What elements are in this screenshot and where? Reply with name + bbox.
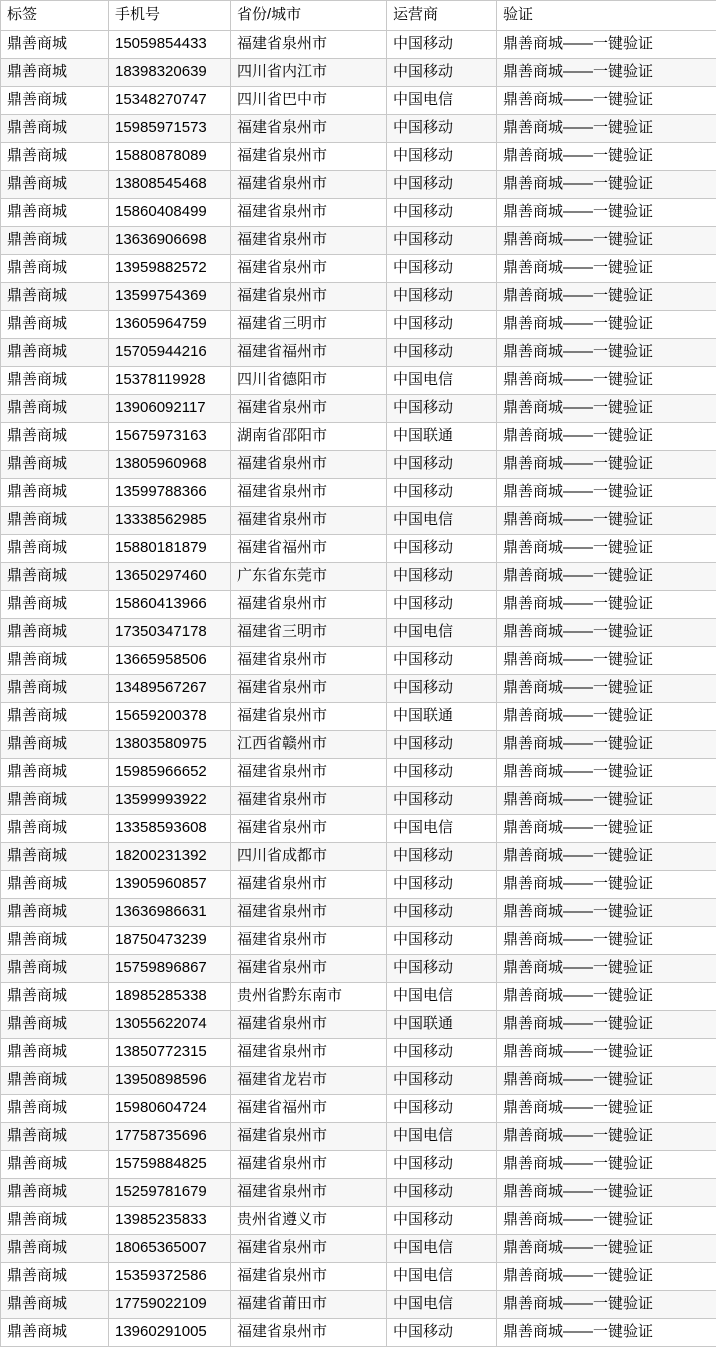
- cell-carrier: 中国电信: [387, 1263, 497, 1291]
- cell-phone: 13489567267: [109, 675, 231, 703]
- cell-label: 鼎善商城: [1, 647, 109, 675]
- cell-verify: 鼎善商城——一键验证: [497, 479, 716, 507]
- cell-phone: 13905960857: [109, 871, 231, 899]
- cell-phone: 13808545468: [109, 171, 231, 199]
- table-row: [1, 1179, 716, 1207]
- table-row: [1, 647, 716, 675]
- cell-verify: 鼎善商城——一键验证: [497, 395, 716, 423]
- cell-carrier: 中国移动: [387, 339, 497, 367]
- cell-region: 福建省莆田市: [231, 1291, 387, 1319]
- cell-verify: 鼎善商城——一键验证: [497, 591, 716, 619]
- table-row: [1, 31, 716, 59]
- cell-phone: 18200231392: [109, 843, 231, 871]
- cell-carrier: 中国移动: [387, 1095, 497, 1123]
- table-row: [1, 1011, 716, 1039]
- column-header-phone: 手机号: [109, 1, 231, 31]
- cell-label: 鼎善商城: [1, 199, 109, 227]
- cell-phone: 13358593608: [109, 815, 231, 843]
- cell-region: 四川省成都市: [231, 843, 387, 871]
- cell-phone: 18398320639: [109, 59, 231, 87]
- cell-label: 鼎善商城: [1, 87, 109, 115]
- table-row: [1, 759, 716, 787]
- cell-verify: 鼎善商城——一键验证: [497, 815, 716, 843]
- cell-verify: 鼎善商城——一键验证: [497, 675, 716, 703]
- cell-region: 福建省泉州市: [231, 227, 387, 255]
- cell-verify: 鼎善商城——一键验证: [497, 255, 716, 283]
- cell-region: 福建省泉州市: [231, 591, 387, 619]
- cell-region: 福建省泉州市: [231, 815, 387, 843]
- table-row: [1, 1095, 716, 1123]
- cell-verify: 鼎善商城——一键验证: [497, 227, 716, 255]
- cell-verify: 鼎善商城——一键验证: [497, 1319, 716, 1347]
- cell-carrier: 中国联通: [387, 703, 497, 731]
- cell-phone: 18065365007: [109, 1235, 231, 1263]
- table-row: [1, 451, 716, 479]
- cell-verify: 鼎善商城——一键验证: [497, 507, 716, 535]
- cell-phone: 15985971573: [109, 115, 231, 143]
- cell-label: 鼎善商城: [1, 843, 109, 871]
- cell-label: 鼎善商城: [1, 1207, 109, 1235]
- cell-carrier: 中国电信: [387, 507, 497, 535]
- table-row: [1, 1319, 716, 1347]
- cell-label: 鼎善商城: [1, 1095, 109, 1123]
- cell-label: 鼎善商城: [1, 787, 109, 815]
- cell-verify: 鼎善商城——一键验证: [497, 1123, 716, 1151]
- cell-carrier: 中国移动: [387, 255, 497, 283]
- cell-verify: 鼎善商城——一键验证: [497, 339, 716, 367]
- cell-carrier: 中国移动: [387, 171, 497, 199]
- cell-carrier: 中国移动: [387, 871, 497, 899]
- cell-verify: 鼎善商城——一键验证: [497, 1179, 716, 1207]
- cell-region: 福建省泉州市: [231, 787, 387, 815]
- cell-phone: 13960291005: [109, 1319, 231, 1347]
- table-row: [1, 87, 716, 115]
- cell-carrier: 中国移动: [387, 955, 497, 983]
- cell-region: 福建省福州市: [231, 535, 387, 563]
- cell-label: 鼎善商城: [1, 731, 109, 759]
- cell-carrier: 中国移动: [387, 731, 497, 759]
- cell-label: 鼎善商城: [1, 983, 109, 1011]
- cell-region: 福建省泉州市: [231, 1235, 387, 1263]
- table-row: [1, 983, 716, 1011]
- cell-region: 福建省泉州市: [231, 647, 387, 675]
- cell-verify: 鼎善商城——一键验证: [497, 31, 716, 59]
- cell-phone: 15059854433: [109, 31, 231, 59]
- cell-label: 鼎善商城: [1, 423, 109, 451]
- cell-phone: 17350347178: [109, 619, 231, 647]
- cell-carrier: 中国移动: [387, 591, 497, 619]
- cell-phone: 15880181879: [109, 535, 231, 563]
- cell-label: 鼎善商城: [1, 619, 109, 647]
- cell-region: 福建省泉州市: [231, 199, 387, 227]
- cell-region: 福建省泉州市: [231, 479, 387, 507]
- cell-carrier: 中国电信: [387, 1235, 497, 1263]
- cell-verify: 鼎善商城——一键验证: [497, 1291, 716, 1319]
- cell-verify: 鼎善商城——一键验证: [497, 115, 716, 143]
- cell-verify: 鼎善商城——一键验证: [497, 87, 716, 115]
- cell-phone: 15359372586: [109, 1263, 231, 1291]
- cell-verify: 鼎善商城——一键验证: [497, 143, 716, 171]
- cell-verify: 鼎善商城——一键验证: [497, 843, 716, 871]
- cell-region: 福建省泉州市: [231, 1123, 387, 1151]
- cell-carrier: 中国移动: [387, 451, 497, 479]
- cell-verify: 鼎善商城——一键验证: [497, 871, 716, 899]
- cell-verify: 鼎善商城——一键验证: [497, 1039, 716, 1067]
- cell-verify: 鼎善商城——一键验证: [497, 311, 716, 339]
- cell-verify: 鼎善商城——一键验证: [497, 283, 716, 311]
- table-body: [1, 31, 716, 1347]
- cell-phone: 15705944216: [109, 339, 231, 367]
- cell-region: 湖南省邵阳市: [231, 423, 387, 451]
- table-row: [1, 199, 716, 227]
- table-row: [1, 367, 716, 395]
- cell-verify: 鼎善商城——一键验证: [497, 955, 716, 983]
- table-row: [1, 1123, 716, 1151]
- cell-carrier: 中国电信: [387, 1123, 497, 1151]
- table-row: [1, 255, 716, 283]
- cell-region: 福建省泉州市: [231, 1263, 387, 1291]
- cell-label: 鼎善商城: [1, 227, 109, 255]
- cell-carrier: 中国联通: [387, 1011, 497, 1039]
- cell-phone: 17758735696: [109, 1123, 231, 1151]
- cell-label: 鼎善商城: [1, 1011, 109, 1039]
- table-row: [1, 1291, 716, 1319]
- cell-region: 福建省三明市: [231, 311, 387, 339]
- cell-phone: 13959882572: [109, 255, 231, 283]
- cell-region: 四川省巴中市: [231, 87, 387, 115]
- cell-label: 鼎善商城: [1, 339, 109, 367]
- cell-carrier: 中国移动: [387, 395, 497, 423]
- cell-label: 鼎善商城: [1, 1123, 109, 1151]
- table-row: [1, 283, 716, 311]
- cell-carrier: 中国移动: [387, 227, 497, 255]
- cell-carrier: 中国移动: [387, 479, 497, 507]
- table-row: [1, 563, 716, 591]
- cell-label: 鼎善商城: [1, 1179, 109, 1207]
- cell-region: 福建省三明市: [231, 619, 387, 647]
- cell-label: 鼎善商城: [1, 507, 109, 535]
- cell-carrier: 中国电信: [387, 87, 497, 115]
- column-header-carrier: 运营商: [387, 1, 497, 31]
- table-row: [1, 227, 716, 255]
- table-row: [1, 927, 716, 955]
- cell-region: 江西省赣州市: [231, 731, 387, 759]
- cell-verify: 鼎善商城——一键验证: [497, 1207, 716, 1235]
- cell-region: 福建省泉州市: [231, 955, 387, 983]
- cell-phone: 15259781679: [109, 1179, 231, 1207]
- cell-verify: 鼎善商城——一键验证: [497, 367, 716, 395]
- cell-verify: 鼎善商城——一键验证: [497, 647, 716, 675]
- cell-carrier: 中国移动: [387, 59, 497, 87]
- table-row: [1, 479, 716, 507]
- cell-region: 福建省泉州市: [231, 395, 387, 423]
- header-row: [1, 1, 716, 31]
- cell-phone: 17759022109: [109, 1291, 231, 1319]
- cell-phone: 13650297460: [109, 563, 231, 591]
- cell-phone: 13985235833: [109, 1207, 231, 1235]
- cell-phone: 13665958506: [109, 647, 231, 675]
- cell-carrier: 中国联通: [387, 423, 497, 451]
- cell-region: 福建省泉州市: [231, 507, 387, 535]
- cell-carrier: 中国移动: [387, 31, 497, 59]
- cell-carrier: 中国移动: [387, 843, 497, 871]
- cell-region: 福建省泉州市: [231, 675, 387, 703]
- column-header-region: 省份/城市: [231, 1, 387, 31]
- cell-phone: 18750473239: [109, 927, 231, 955]
- cell-region: 福建省泉州市: [231, 171, 387, 199]
- table-row: [1, 815, 716, 843]
- cell-label: 鼎善商城: [1, 31, 109, 59]
- cell-label: 鼎善商城: [1, 871, 109, 899]
- cell-phone: 13906092117: [109, 395, 231, 423]
- cell-label: 鼎善商城: [1, 675, 109, 703]
- cell-label: 鼎善商城: [1, 283, 109, 311]
- cell-verify: 鼎善商城——一键验证: [497, 759, 716, 787]
- cell-verify: 鼎善商城——一键验证: [497, 1095, 716, 1123]
- table-row: [1, 507, 716, 535]
- cell-label: 鼎善商城: [1, 171, 109, 199]
- cell-phone: 13055622074: [109, 1011, 231, 1039]
- cell-carrier: 中国移动: [387, 675, 497, 703]
- cell-phone: 13599993922: [109, 787, 231, 815]
- cell-carrier: 中国移动: [387, 787, 497, 815]
- table-header: [1, 1, 716, 31]
- table-row: [1, 339, 716, 367]
- cell-verify: 鼎善商城——一键验证: [497, 423, 716, 451]
- cell-carrier: 中国移动: [387, 899, 497, 927]
- cell-carrier: 中国电信: [387, 367, 497, 395]
- cell-region: 福建省泉州市: [231, 703, 387, 731]
- cell-label: 鼎善商城: [1, 563, 109, 591]
- cell-phone: 13338562985: [109, 507, 231, 535]
- cell-verify: 鼎善商城——一键验证: [497, 1235, 716, 1263]
- cell-region: 福建省泉州市: [231, 115, 387, 143]
- cell-carrier: 中国移动: [387, 535, 497, 563]
- table-row: [1, 311, 716, 339]
- table-row: [1, 115, 716, 143]
- cell-phone: 15985966652: [109, 759, 231, 787]
- cell-phone: 13636986631: [109, 899, 231, 927]
- cell-carrier: 中国移动: [387, 199, 497, 227]
- cell-carrier: 中国移动: [387, 563, 497, 591]
- table-row: [1, 535, 716, 563]
- cell-label: 鼎善商城: [1, 367, 109, 395]
- cell-phone: 15880878089: [109, 143, 231, 171]
- cell-region: 贵州省遵义市: [231, 1207, 387, 1235]
- table-row: [1, 59, 716, 87]
- cell-verify: 鼎善商城——一键验证: [497, 1263, 716, 1291]
- cell-phone: 15980604724: [109, 1095, 231, 1123]
- cell-region: 福建省泉州市: [231, 31, 387, 59]
- cell-verify: 鼎善商城——一键验证: [497, 787, 716, 815]
- cell-phone: 18985285338: [109, 983, 231, 1011]
- cell-region: 福建省泉州市: [231, 759, 387, 787]
- cell-region: 福建省泉州市: [231, 255, 387, 283]
- cell-label: 鼎善商城: [1, 927, 109, 955]
- table-row: [1, 843, 716, 871]
- table-row: [1, 395, 716, 423]
- table-row: [1, 871, 716, 899]
- cell-verify: 鼎善商城——一键验证: [497, 171, 716, 199]
- cell-label: 鼎善商城: [1, 591, 109, 619]
- cell-label: 鼎善商城: [1, 59, 109, 87]
- table-row: [1, 899, 716, 927]
- table-row: [1, 1235, 716, 1263]
- cell-label: 鼎善商城: [1, 1151, 109, 1179]
- cell-region: 福建省泉州市: [231, 1319, 387, 1347]
- cell-verify: 鼎善商城——一键验证: [497, 199, 716, 227]
- cell-carrier: 中国移动: [387, 1179, 497, 1207]
- cell-label: 鼎善商城: [1, 479, 109, 507]
- cell-phone: 13850772315: [109, 1039, 231, 1067]
- cell-label: 鼎善商城: [1, 1263, 109, 1291]
- cell-label: 鼎善商城: [1, 1291, 109, 1319]
- cell-carrier: 中国移动: [387, 283, 497, 311]
- cell-label: 鼎善商城: [1, 255, 109, 283]
- cell-region: 福建省泉州市: [231, 1039, 387, 1067]
- cell-label: 鼎善商城: [1, 535, 109, 563]
- cell-label: 鼎善商城: [1, 1067, 109, 1095]
- cell-phone: 15348270747: [109, 87, 231, 115]
- cell-region: 福建省泉州市: [231, 1011, 387, 1039]
- cell-region: 福建省福州市: [231, 339, 387, 367]
- cell-carrier: 中国移动: [387, 927, 497, 955]
- table-row: [1, 1151, 716, 1179]
- table-row: [1, 1207, 716, 1235]
- cell-label: 鼎善商城: [1, 703, 109, 731]
- cell-carrier: 中国电信: [387, 1291, 497, 1319]
- table-row: [1, 1039, 716, 1067]
- cell-label: 鼎善商城: [1, 311, 109, 339]
- cell-region: 福建省泉州市: [231, 451, 387, 479]
- cell-verify: 鼎善商城——一键验证: [497, 731, 716, 759]
- table-row: [1, 423, 716, 451]
- cell-region: 福建省泉州市: [231, 1151, 387, 1179]
- cell-phone: 13599788366: [109, 479, 231, 507]
- cell-carrier: 中国移动: [387, 1207, 497, 1235]
- cell-phone: 15759896867: [109, 955, 231, 983]
- cell-label: 鼎善商城: [1, 143, 109, 171]
- cell-phone: 13599754369: [109, 283, 231, 311]
- table-row: [1, 143, 716, 171]
- cell-label: 鼎善商城: [1, 955, 109, 983]
- cell-phone: 13605964759: [109, 311, 231, 339]
- cell-phone: 15860408499: [109, 199, 231, 227]
- cell-carrier: 中国电信: [387, 983, 497, 1011]
- cell-carrier: 中国电信: [387, 815, 497, 843]
- cell-phone: 13805960968: [109, 451, 231, 479]
- cell-label: 鼎善商城: [1, 899, 109, 927]
- cell-region: 四川省内江市: [231, 59, 387, 87]
- cell-verify: 鼎善商城——一键验证: [497, 927, 716, 955]
- cell-region: 福建省泉州市: [231, 283, 387, 311]
- cell-label: 鼎善商城: [1, 1039, 109, 1067]
- cell-carrier: 中国移动: [387, 1067, 497, 1095]
- column-header-label: 标签: [1, 1, 109, 31]
- table-row: [1, 1263, 716, 1291]
- cell-region: 福建省泉州市: [231, 143, 387, 171]
- cell-label: 鼎善商城: [1, 115, 109, 143]
- cell-region: 福建省泉州市: [231, 927, 387, 955]
- cell-carrier: 中国移动: [387, 143, 497, 171]
- table-row: [1, 731, 716, 759]
- cell-phone: 15378119928: [109, 367, 231, 395]
- cell-verify: 鼎善商城——一键验证: [497, 1151, 716, 1179]
- cell-phone: 13803580975: [109, 731, 231, 759]
- cell-label: 鼎善商城: [1, 815, 109, 843]
- cell-region: 广东省东莞市: [231, 563, 387, 591]
- cell-phone: 15759884825: [109, 1151, 231, 1179]
- table-row: [1, 787, 716, 815]
- cell-verify: 鼎善商城——一键验证: [497, 535, 716, 563]
- cell-label: 鼎善商城: [1, 451, 109, 479]
- cell-verify: 鼎善商城——一键验证: [497, 451, 716, 479]
- cell-region: 福建省龙岩市: [231, 1067, 387, 1095]
- cell-verify: 鼎善商城——一键验证: [497, 899, 716, 927]
- table-row: [1, 591, 716, 619]
- cell-carrier: 中国移动: [387, 1039, 497, 1067]
- cell-verify: 鼎善商城——一键验证: [497, 703, 716, 731]
- cell-carrier: 中国移动: [387, 1151, 497, 1179]
- cell-verify: 鼎善商城——一键验证: [497, 563, 716, 591]
- cell-verify: 鼎善商城——一键验证: [497, 983, 716, 1011]
- cell-phone: 13636906698: [109, 227, 231, 255]
- cell-carrier: 中国移动: [387, 647, 497, 675]
- cell-region: 福建省泉州市: [231, 1179, 387, 1207]
- cell-verify: 鼎善商城——一键验证: [497, 59, 716, 87]
- cell-region: 四川省德阳市: [231, 367, 387, 395]
- cell-carrier: 中国移动: [387, 115, 497, 143]
- cell-phone: 13950898596: [109, 1067, 231, 1095]
- cell-label: 鼎善商城: [1, 1235, 109, 1263]
- cell-phone: 15860413966: [109, 591, 231, 619]
- cell-region: 贵州省黔东南市: [231, 983, 387, 1011]
- cell-phone: 15675973163: [109, 423, 231, 451]
- cell-region: 福建省泉州市: [231, 899, 387, 927]
- table-row: [1, 703, 716, 731]
- cell-region: 福建省泉州市: [231, 871, 387, 899]
- table-row: [1, 1067, 716, 1095]
- cell-label: 鼎善商城: [1, 759, 109, 787]
- table-row: [1, 619, 716, 647]
- cell-label: 鼎善商城: [1, 1319, 109, 1347]
- cell-carrier: 中国电信: [387, 619, 497, 647]
- column-header-verify: 验证: [497, 1, 716, 31]
- cell-carrier: 中国移动: [387, 1319, 497, 1347]
- table-row: [1, 171, 716, 199]
- cell-carrier: 中国移动: [387, 311, 497, 339]
- cell-phone: 15659200378: [109, 703, 231, 731]
- cell-region: 福建省福州市: [231, 1095, 387, 1123]
- table-row: [1, 675, 716, 703]
- cell-carrier: 中国移动: [387, 759, 497, 787]
- cell-label: 鼎善商城: [1, 395, 109, 423]
- cell-verify: 鼎善商城——一键验证: [497, 1011, 716, 1039]
- cell-verify: 鼎善商城——一键验证: [497, 619, 716, 647]
- table-row: [1, 955, 716, 983]
- cell-verify: 鼎善商城——一键验证: [497, 1067, 716, 1095]
